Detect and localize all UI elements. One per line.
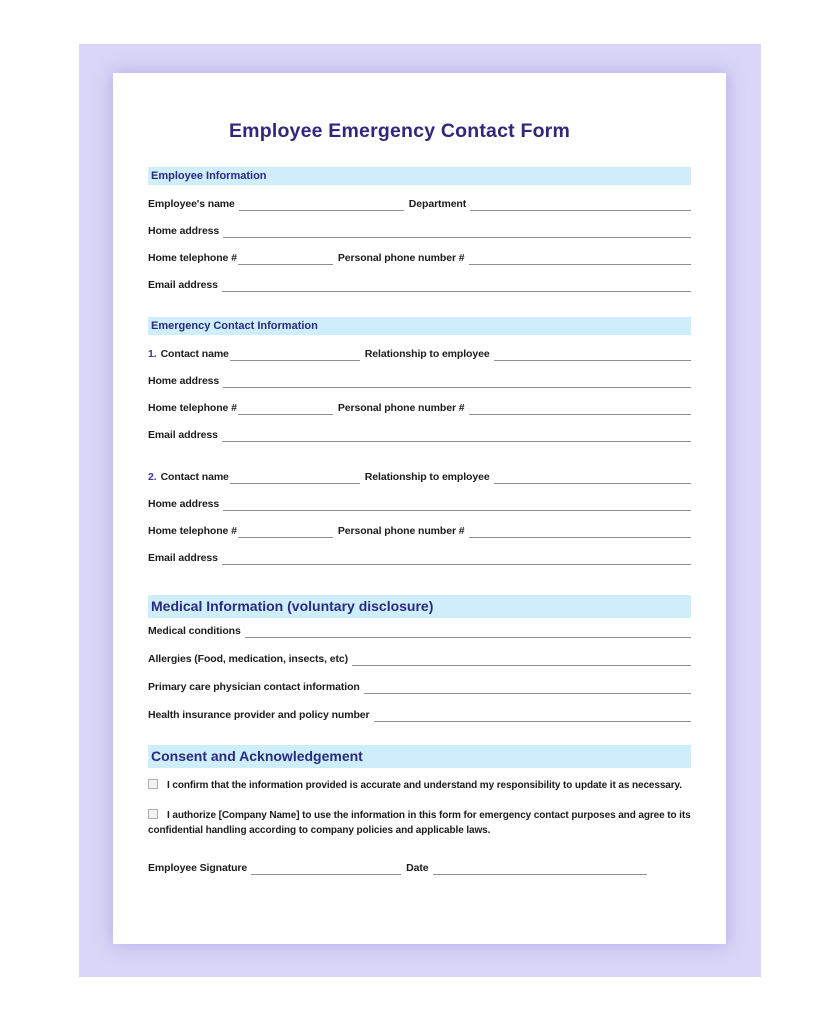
employee-email-label: Email address: [148, 279, 218, 291]
date-line[interactable]: [433, 864, 647, 875]
contact2-home-address-line[interactable]: [223, 500, 691, 511]
physician-line[interactable]: [364, 683, 691, 694]
contact2-name-row: [148, 471, 691, 484]
contact1-name-line[interactable]: [230, 350, 360, 361]
contact1-personal-phone-line[interactable]: [469, 404, 692, 415]
contact2-phone-row: [148, 525, 691, 538]
insurance-line[interactable]: [374, 711, 691, 722]
checkbox-icon[interactable]: [148, 809, 158, 819]
contact2-email-line[interactable]: [222, 554, 691, 565]
employee-name-label: Employee's name: [148, 198, 235, 210]
signature-row: [148, 862, 691, 875]
employee-phone-row: [148, 252, 691, 265]
allergies-line[interactable]: [352, 655, 691, 666]
employee-email-line[interactable]: [222, 281, 691, 292]
contact2-number: 2.: [148, 471, 157, 483]
consent-item-2: [148, 808, 691, 838]
section-header-consent-acknowledgement: Consent and Acknowledgement: [148, 745, 691, 768]
contact2-personal-phone-line[interactable]: [469, 527, 692, 538]
contact1-personal-phone-label: Personal phone number #: [337, 402, 465, 414]
employee-personal-phone-label: Personal phone number #: [337, 252, 465, 264]
insurance-label: Health insurance provider and policy number: [148, 709, 370, 721]
contact2-email-label: Email address: [148, 552, 218, 564]
contact1-number: 1.: [148, 348, 157, 360]
page-title: Employee Emergency Contact Form: [228, 120, 571, 142]
department-label: Department: [408, 198, 467, 210]
allergies-label: Allergies (Food, medication, insects, etc): [148, 653, 349, 665]
consent-text-2: I authorize [Company Name] to use the information in this form for emergency contact purposes and agree to its confidential handling according to company policies and applicable laws.: [148, 810, 691, 836]
contact2-relationship-line[interactable]: [494, 473, 691, 484]
insurance-row: [148, 709, 691, 722]
employee-name-row: [148, 198, 691, 211]
consent-item-1: [148, 778, 691, 793]
employee-home-address-row: [148, 225, 691, 238]
contact1-home-address-row: [148, 375, 691, 388]
contact2-home-phone-label: Home telephone #: [148, 525, 237, 537]
employee-home-address-line[interactable]: [223, 227, 691, 238]
contact1-home-address-label: Home address: [148, 375, 220, 387]
contact2-home-address-label: Home address: [148, 498, 220, 510]
employee-home-phone-label: Home telephone #: [148, 252, 237, 264]
employee-signature-line[interactable]: [251, 864, 401, 875]
physician-row: [148, 681, 691, 694]
medical-conditions-label: Medical conditions: [148, 625, 241, 637]
contact2-personal-phone-label: Personal phone number #: [337, 525, 465, 537]
form-content: [113, 73, 726, 875]
department-line[interactable]: [470, 200, 691, 211]
lavender-frame: [79, 44, 761, 977]
contact1-name-row: [148, 348, 691, 361]
medical-conditions-row: [148, 625, 691, 638]
employee-home-address-label: Home address: [148, 225, 220, 237]
contact2-name-line[interactable]: [230, 473, 360, 484]
contact1-email-row: [148, 429, 691, 442]
contact1-home-phone-line[interactable]: [238, 404, 333, 415]
section-header-emergency-contact-information: Emergency Contact Information: [148, 317, 691, 335]
contact1-name-label: Contact name: [160, 348, 229, 360]
contact1-home-phone-label: Home telephone #: [148, 402, 237, 414]
employee-name-line[interactable]: [239, 200, 404, 211]
employee-email-row: [148, 279, 691, 292]
employee-personal-phone-line[interactable]: [469, 254, 692, 265]
contact2-name-label: Contact name: [160, 471, 229, 483]
contact2-home-phone-line[interactable]: [238, 527, 333, 538]
form-page: [113, 73, 726, 944]
contact1-email-line[interactable]: [222, 431, 691, 442]
contact1-phone-row: [148, 402, 691, 415]
contact1-email-label: Email address: [148, 429, 218, 441]
contact1-relationship-label: Relationship to employee: [364, 348, 490, 360]
employee-signature-label: Employee Signature: [148, 862, 248, 874]
date-label: Date: [406, 862, 429, 874]
allergies-row: [148, 653, 691, 666]
contact1-relationship-line[interactable]: [494, 350, 691, 361]
contact1-home-address-line[interactable]: [223, 377, 691, 388]
consent-text-1: I confirm that the information provided is accurate and understand my responsibility to update it as necessary.: [167, 780, 682, 791]
checkbox-icon[interactable]: [148, 779, 158, 789]
contact2-email-row: [148, 552, 691, 565]
section-header-employee-information: Employee Information: [148, 167, 691, 185]
contact2-home-address-row: [148, 498, 691, 511]
contact2-relationship-label: Relationship to employee: [364, 471, 490, 483]
employee-home-phone-line[interactable]: [238, 254, 333, 265]
section-header-medical-information: Medical Information (voluntary disclosure): [148, 595, 691, 618]
physician-label: Primary care physician contact information: [148, 681, 360, 693]
medical-conditions-line[interactable]: [245, 627, 691, 638]
